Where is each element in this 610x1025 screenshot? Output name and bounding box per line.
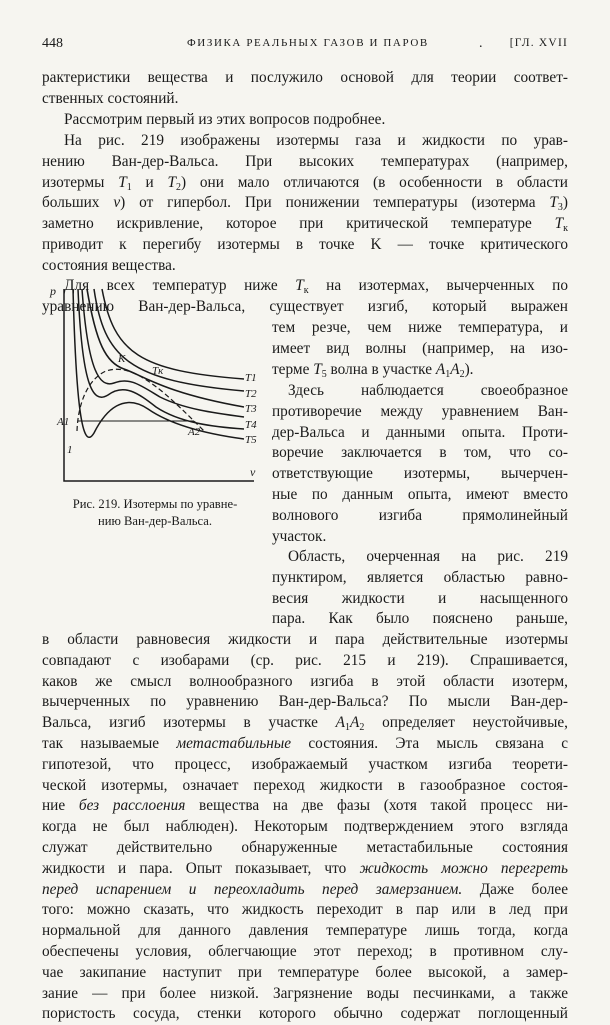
paragraph-isotherms xyxy=(42,131,568,277)
label-t2: T2 xyxy=(245,388,257,400)
text-line: Здесь наблюдается своеобразное xyxy=(288,382,568,399)
page-number: 448 xyxy=(42,36,63,51)
text-line: ческой изотермы, означает переход жидкости в газообразное состоя- xyxy=(42,776,568,794)
text-line: волнового изгиба прямолинейный xyxy=(272,506,568,524)
label-t3: T3 xyxy=(245,403,257,415)
text-line: состояния вещества. xyxy=(42,256,176,274)
text-line: уравнению Ван-дер-Вальса, существует изгиб, который выражен xyxy=(42,297,568,315)
caption-line: нию Ван-дер-Вальса. xyxy=(97,514,213,528)
chapter-label: [ГЛ. XVII xyxy=(509,37,568,49)
text-line: ные по данным опыта, имеют вместо xyxy=(272,485,568,503)
text-line: жидкости и пара. Опыт показывает, что жидкость можно перегреть xyxy=(42,859,568,877)
text-line: ние без расслоения вещества на две фазы (хотя такой процесс ни- xyxy=(42,797,568,815)
label-a1: A1 xyxy=(57,416,70,428)
text-line: участок. xyxy=(272,527,327,545)
text-line: в области равновесия жидкости и пара действительные изотермы xyxy=(42,631,568,648)
label-t5: T5 xyxy=(245,434,257,446)
text-line: чае закипание наступит при температуре более высокой, а замер- xyxy=(42,963,568,981)
text-line: Вальса, изгиб изотермы в участке $A_1A_2$ определяет неустойчивые, xyxy=(42,714,569,734)
isotherm-t4 xyxy=(78,289,244,429)
label-tk: Tк xyxy=(152,365,164,377)
axis-label-p: p xyxy=(50,284,56,298)
isotherm-t2 xyxy=(94,289,244,391)
paragraph-wave-cont xyxy=(272,318,568,380)
text-line: нению Ван-дер-Вальса. При высоких температурах (например, xyxy=(42,152,568,170)
isotherm-figure xyxy=(44,283,266,493)
figure-caption xyxy=(44,496,266,530)
header-dot: . xyxy=(479,36,483,51)
paragraph-contradiction xyxy=(272,381,568,547)
text-line: больших v) от гипербол. При понижении температуры (изотерма $T_3$) xyxy=(42,194,568,214)
text-line: зание — при более низкой. Загрязнение воды песчинками, а также xyxy=(42,984,568,1002)
axis-label-v: v xyxy=(250,465,256,479)
text-line: имеет вид волны (например, на изо- xyxy=(272,339,568,357)
text-line: гипотезой, что процесс, изображаемый участком изгиба теорети- xyxy=(42,755,568,773)
label-t4: T4 xyxy=(245,419,257,431)
text-line: изотермы $T_1$ и $T_2$) они мало отличаются (в особенности в области xyxy=(42,173,568,193)
text-line: терме $T_5$ волна в участке $A_1A_2$). xyxy=(272,360,474,380)
text-line: так называемые метастабильные состояния. Эта мысль связана с xyxy=(42,734,569,752)
text-line: когда не был наблюден). Некоторым подтверждением этого взгляда xyxy=(42,818,568,836)
running-title: ФИЗИКА РЕАЛЬНЫХ ГАЗОВ И ПАРОВ xyxy=(187,37,429,49)
text-line: противоречие между уравнением Ван- xyxy=(272,402,568,420)
isotherm-t1 xyxy=(102,289,244,379)
text-line: Для всех температур ниже $T_к$ на изотермах, вычерченных по xyxy=(64,277,568,296)
text-line: Рассмотрим первый из этих вопросов подробнее. xyxy=(64,110,386,128)
label-a2: A2 xyxy=(188,426,201,438)
text-line: дер-Вальса и данными опыта. Проти- xyxy=(272,423,568,441)
label-t1: T1 xyxy=(245,372,257,384)
text-line: пунктиром, является областью равно- xyxy=(272,568,568,586)
text-line: пара. Как было пояснено раньше, xyxy=(272,610,568,628)
paragraph-region-full xyxy=(42,630,568,1025)
intro-paragraph xyxy=(42,68,568,130)
text-line: вычерченных по уравнению Ван-дер-Вальса? По мысли Ван-дер- xyxy=(42,693,568,711)
caption-line: Рис. 219. Изотермы по уравне- xyxy=(72,497,238,511)
text-line: обеспечены условия, облегчающие этот переход; в противном слу- xyxy=(42,942,568,960)
text-line: того: можно сказать, что жидкость переходит в пар или в лед при xyxy=(42,901,568,919)
text-line: На рис. 219 изображены изотермы газа и жидкости по урав- xyxy=(64,132,568,149)
text-line: весия жидкости и насыщенного xyxy=(272,589,568,607)
text-line: каков же смысл волнообразного изгиба в этой области изотерм, xyxy=(42,672,568,690)
text-line: тем резче, чем ниже температура, и xyxy=(272,319,568,336)
running-header xyxy=(42,36,568,56)
text-line: нормальной для данного давления температуре лишь тогда, когда xyxy=(42,922,568,940)
text-line: приводит к перегибу изотермы в точке K — точке критического xyxy=(42,235,568,253)
text-line: Область, очерченная на рис. 219 xyxy=(288,548,568,565)
label-1: 1 xyxy=(67,444,73,456)
label-k: K xyxy=(118,353,126,365)
text-line: заметно искривление, которое при критической температуре $T_к$ xyxy=(42,215,568,235)
text-line: совпадают с изобарами (ср. рис. 215 и 219). Спрашивается, xyxy=(42,651,568,669)
text-line: пористость сосуда, стенки которого обычно содержат поглощенный xyxy=(42,1005,568,1023)
text-line: ственных состояний. xyxy=(42,89,179,107)
paragraph-region-narrow xyxy=(272,547,568,630)
text-line: служат действительно обнаруженные метастабильные состояния xyxy=(42,838,568,856)
text-line: перед испарением и переохладить перед замерзанием. Даже более xyxy=(42,880,568,898)
text-line: ответствующие изотермы, вычерчен- xyxy=(272,465,568,483)
text-line: рактеристики вещества и послужило основой для теории соответ- xyxy=(42,69,568,86)
coexistence-dome xyxy=(77,369,204,431)
text-line: воречие заключается в том, что со- xyxy=(272,444,568,462)
